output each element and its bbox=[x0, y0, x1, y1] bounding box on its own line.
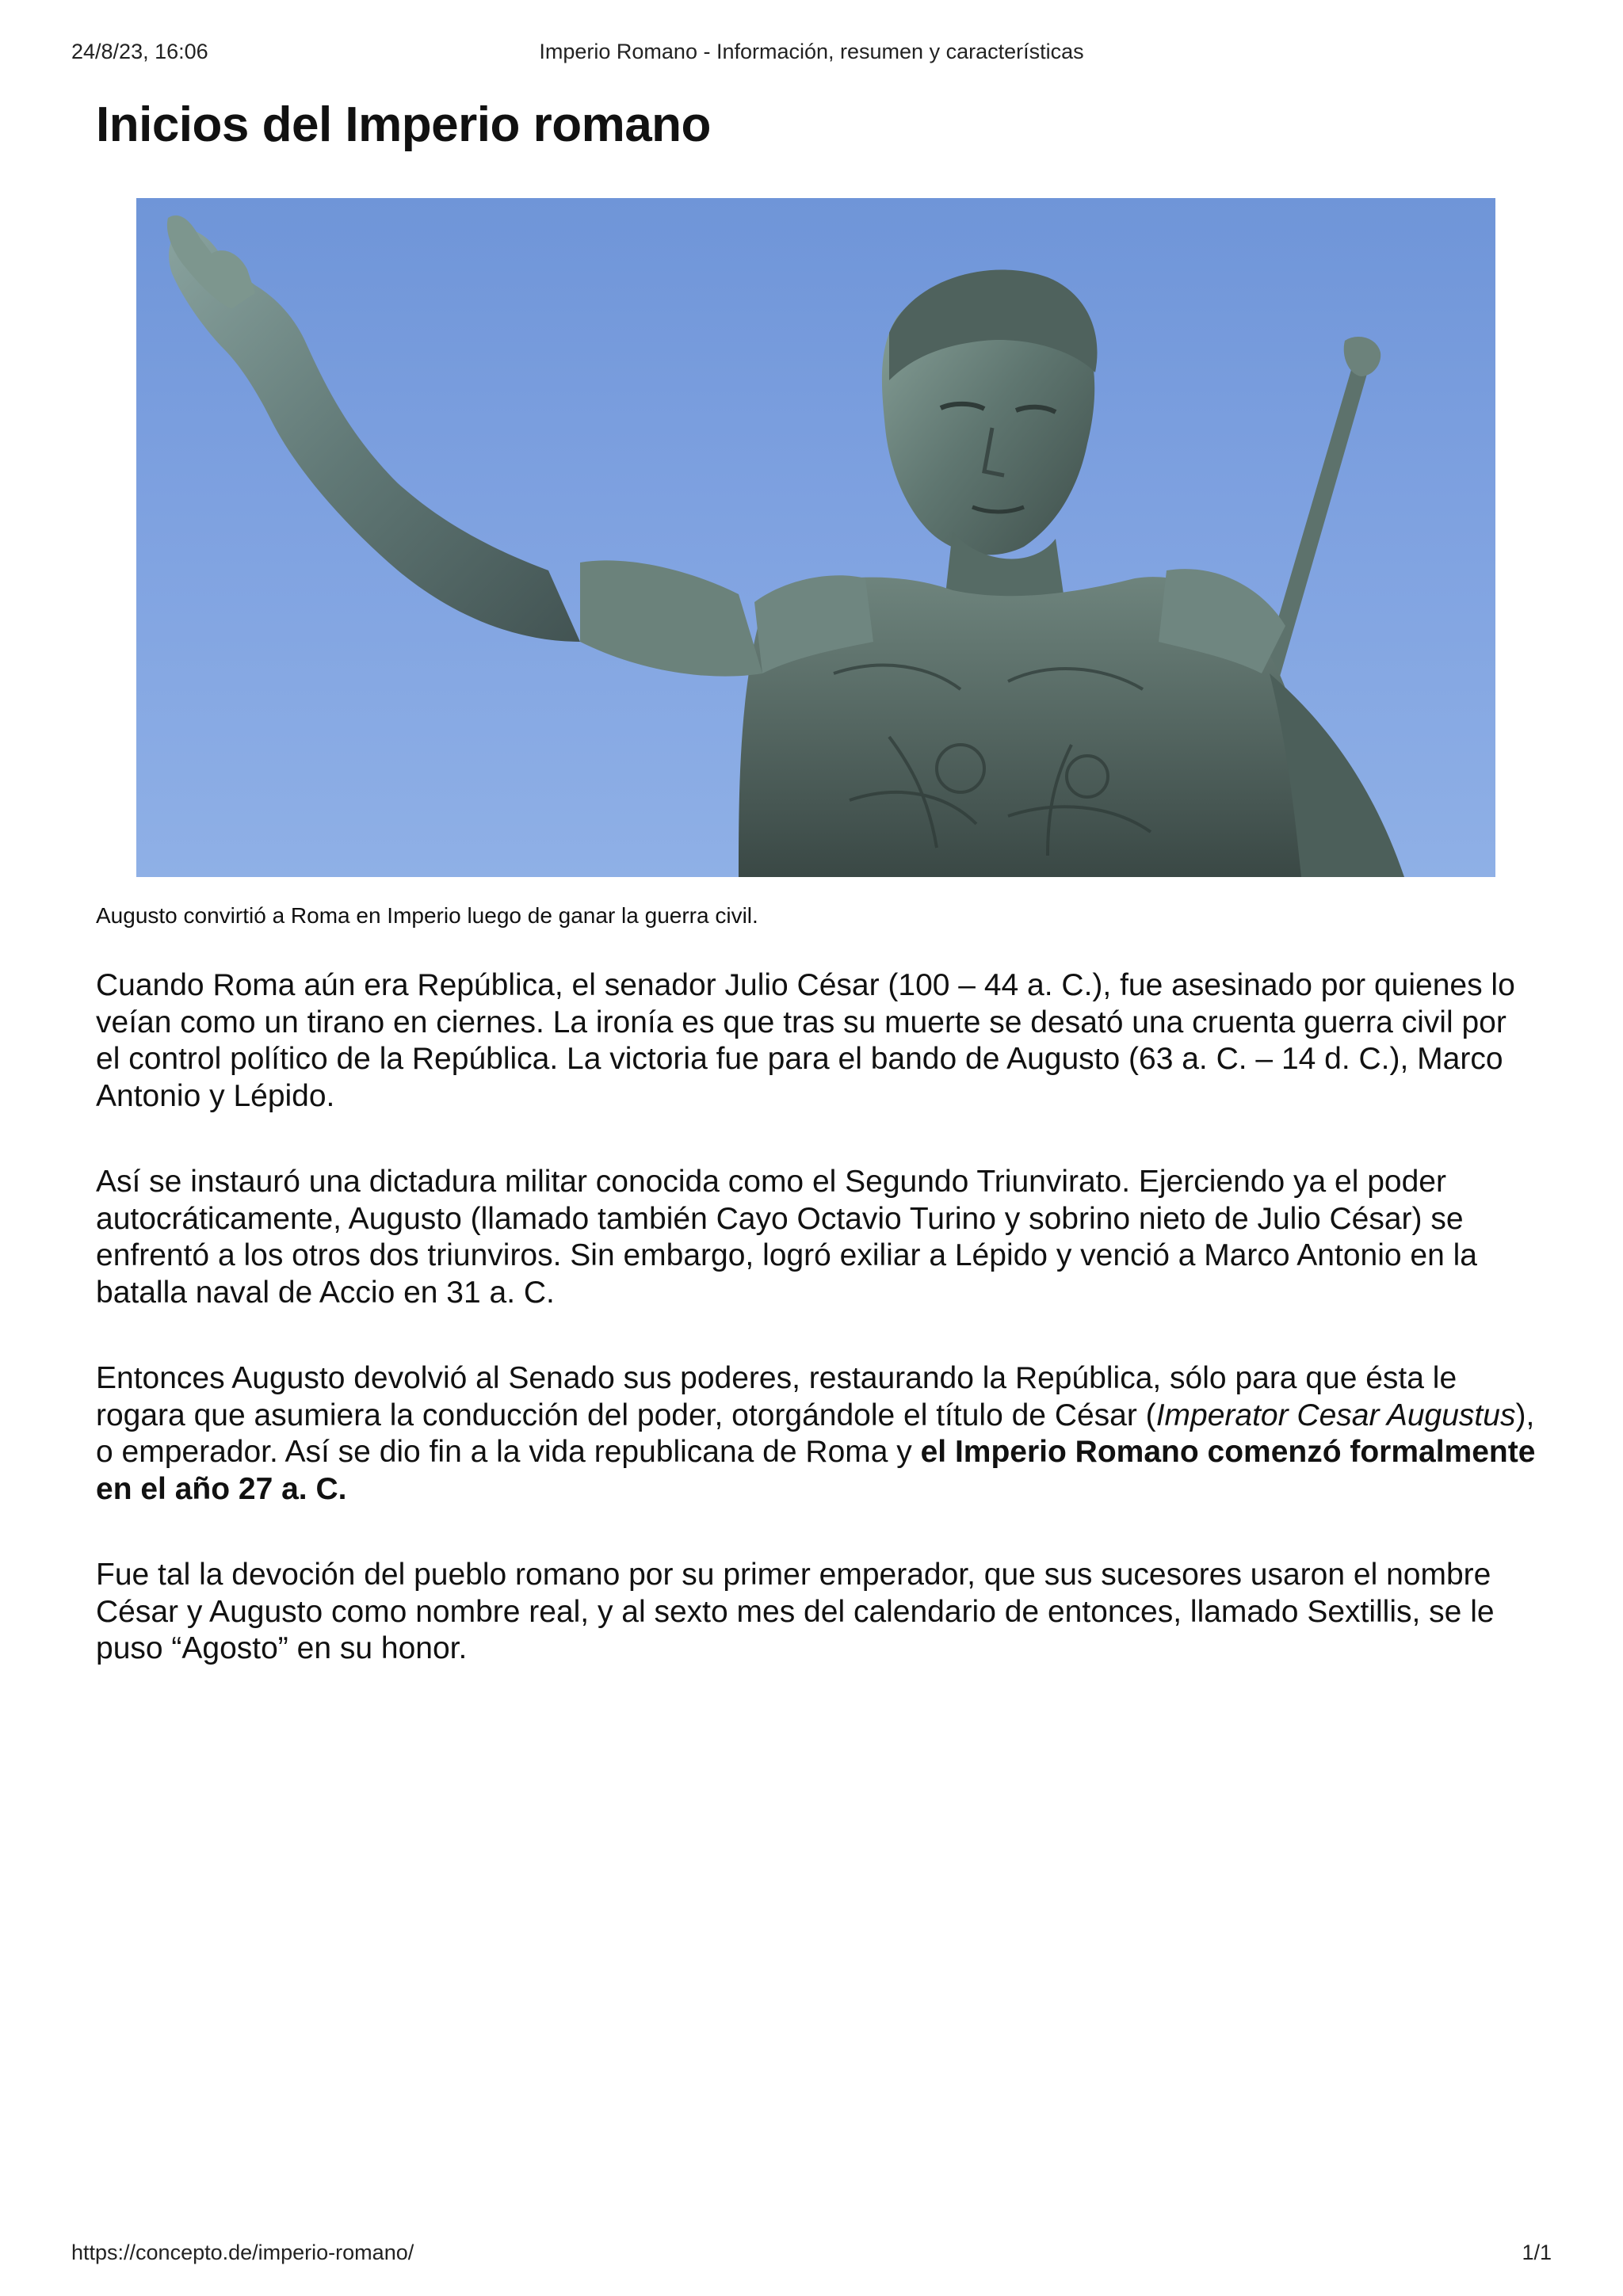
print-page-number: 1/1 bbox=[1522, 2241, 1552, 2264]
paragraph-2: Así se instauró una dictadura militar conocida como el Segundo Triunvirato. Ejerciendo ya el poder autocráticamente, Augusto (llamado también Cayo Octavio Turino y sobrino nieto de Julio César) se enfrentó a los otros dos triunviros. Sin embargo, logró exiliar a Lépido y venció a Marco Antonio en la batalla naval de Accio en 31 a. C. bbox=[96, 1165, 1477, 1310]
paragraph-3-text-a: Entonces Augusto devolvió al Senado sus poderes, restaurando la República, sólo para que ésta le rogara que asumiera la conducción del poder, otorgándole el título de César ( bbox=[96, 1361, 1457, 1432]
article bbox=[96, 93, 1538, 1668]
paragraph-1: Cuando Roma aún era República, el senador Julio César (100 – 44 a. C.), fue asesinado por quienes lo veían como un tirano en ciernes. La ironía es que tras su muerte se desató una cruenta guerra civil por el control político de la República. La victoria fue para el bando de Augusto (63 a. C. – 14 d. C.), Marco Antonio y Lépido. bbox=[96, 968, 1515, 1113]
paragraph-3-italic: Imperator Cesar Augustus bbox=[1155, 1398, 1516, 1432]
print-header bbox=[71, 40, 1552, 68]
print-datetime: 24/8/23, 16:06 bbox=[71, 40, 208, 63]
page-title: Inicios del Imperio romano bbox=[96, 97, 711, 152]
statue-illustration bbox=[136, 198, 1495, 877]
print-document-title: Imperio Romano - Información, resumen y características bbox=[539, 40, 1084, 63]
print-source-url: https://concepto.de/imperio-romano/ bbox=[71, 2241, 414, 2264]
print-footer bbox=[71, 2241, 1552, 2269]
paragraph-3-text-b: ), o emperador. Así se dio fin a la vida republicana de Roma y bbox=[96, 1398, 1535, 1469]
augustus-statue-image bbox=[136, 198, 1495, 877]
paragraph-3 bbox=[96, 1360, 1538, 1508]
paragraph-3-bold: el Imperio Romano comenzó formalmente en el año 27 a. C. bbox=[96, 1435, 1536, 1506]
paragraph-4: Fue tal la devoción del pueblo romano por su primer emperador, que sus sucesores usaron el nombre César y Augusto como nombre real, y al sexto mes del calendario de entonces, llamado Sextillis, se le puso “Agosto” en su honor. bbox=[96, 1558, 1495, 1665]
image-caption: Augusto convirtió a Roma en Imperio luego de ganar la guerra civil. bbox=[96, 903, 758, 928]
